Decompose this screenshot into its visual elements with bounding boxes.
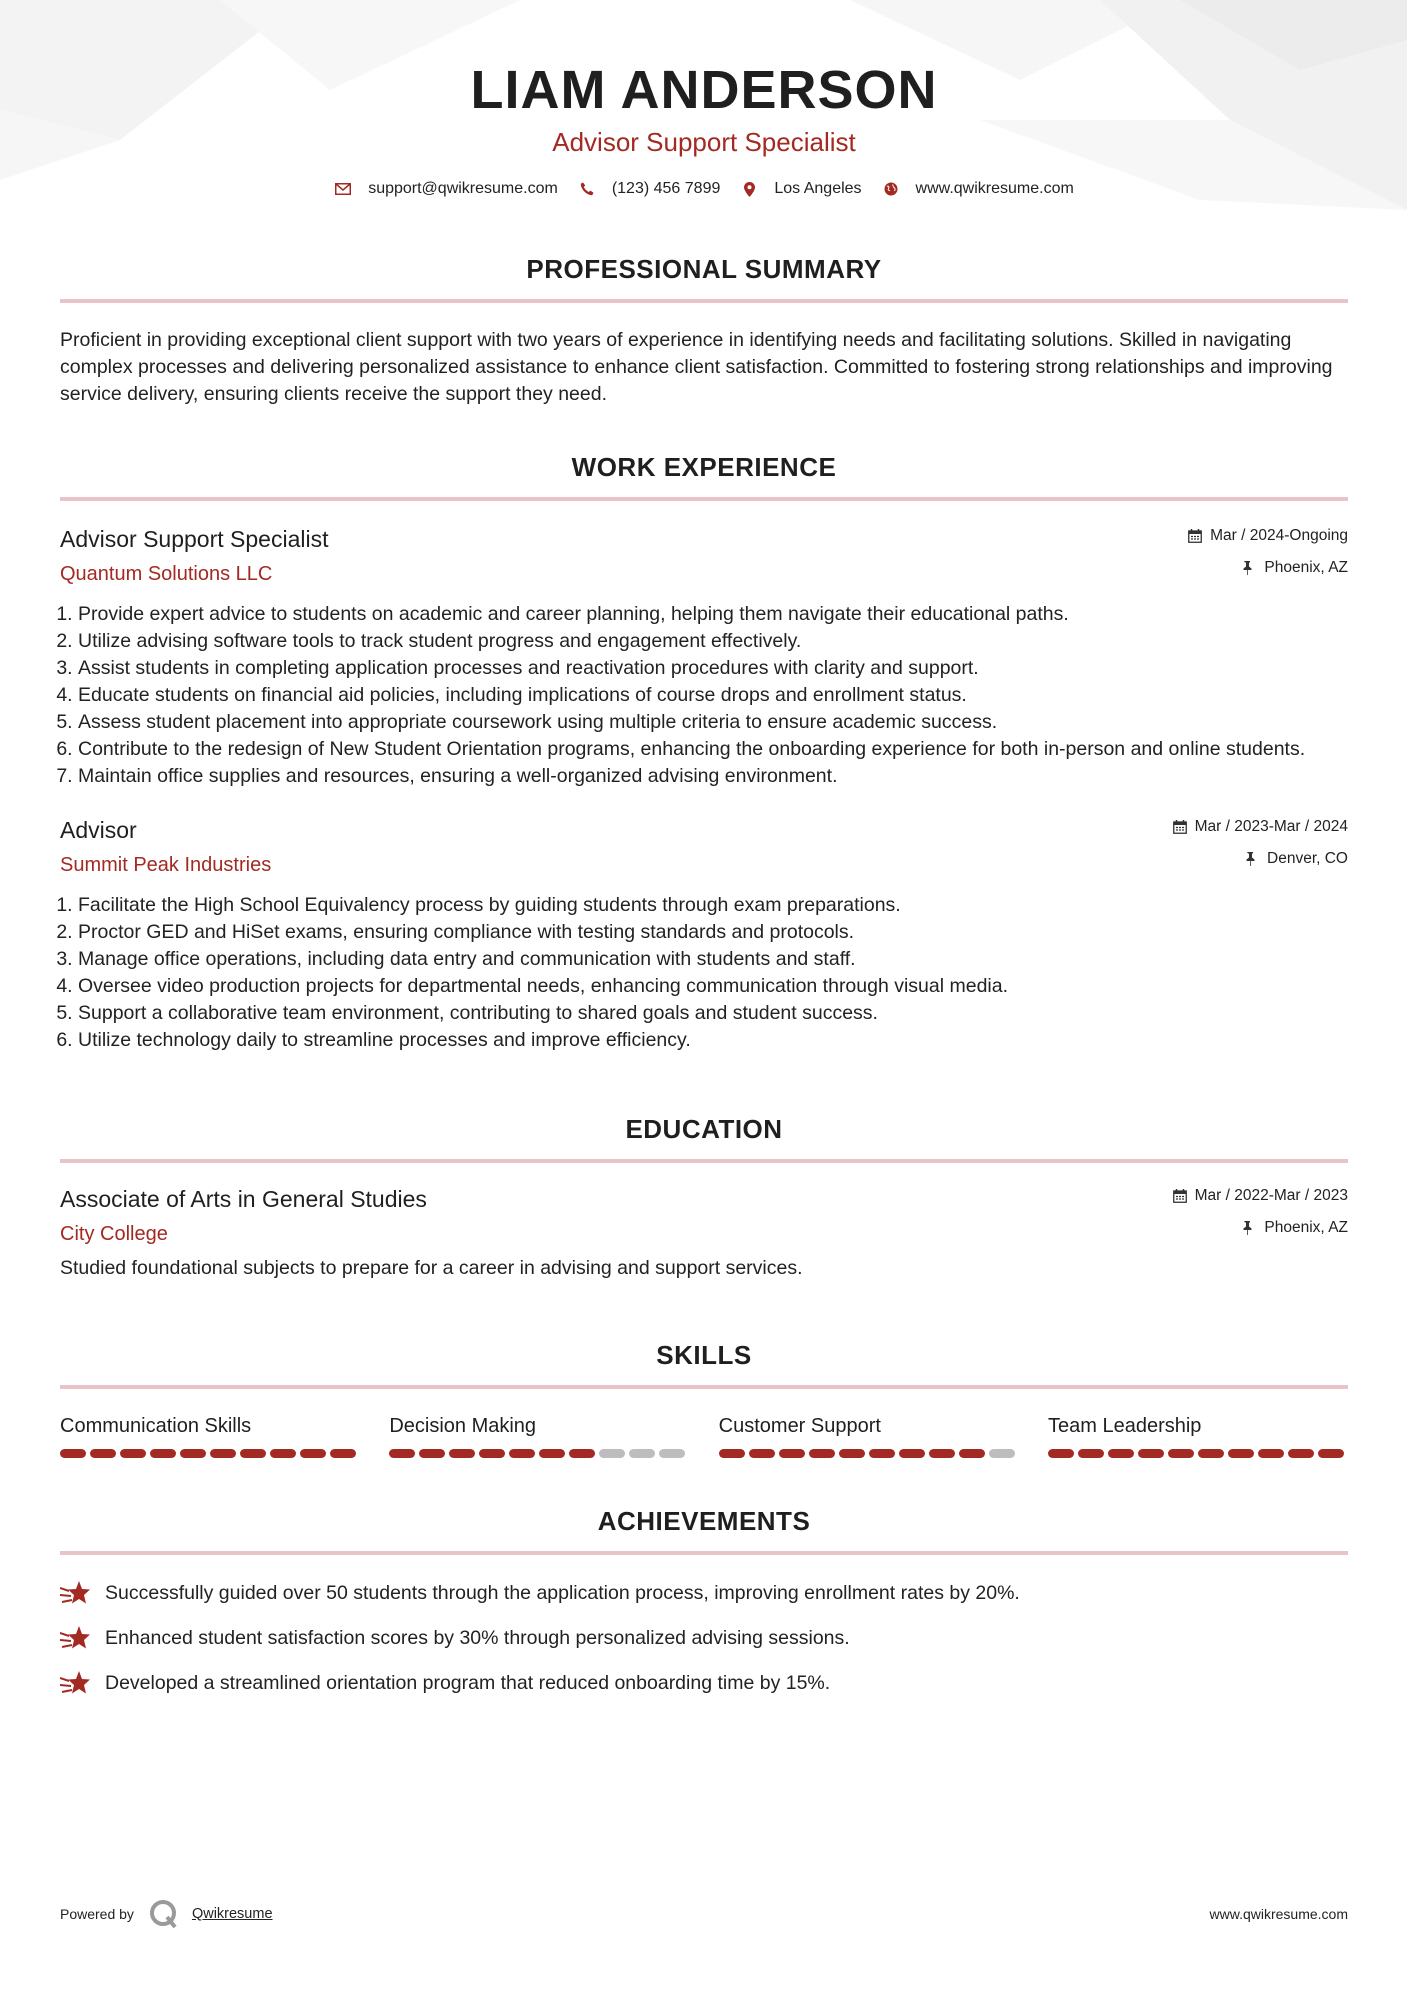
- skill-name: Customer Support: [718, 1415, 881, 1437]
- skill-segment-filled: [60, 1449, 86, 1458]
- skill-segment-filled: [959, 1449, 985, 1458]
- skill-segment-filled: [1198, 1449, 1224, 1458]
- section-divider: [60, 299, 1348, 303]
- section-divider: [60, 1385, 1348, 1389]
- skill-level-bar: [60, 1449, 360, 1458]
- job-company: Quantum Solutions LLC: [60, 563, 273, 585]
- contact-location-text: Los Angeles: [774, 180, 862, 197]
- skill-segment-filled: [1138, 1449, 1164, 1458]
- list-item: 4. Oversee video production projects for departmental needs, enhancing communication through visual media.: [78, 973, 1348, 1000]
- pushpin-icon: [1242, 1220, 1256, 1236]
- shooting-star-icon: [60, 1669, 92, 1697]
- list-item: 2. Proctor GED and HiSet exams, ensuring compliance with testing standards and protocols.: [78, 919, 1348, 946]
- experience-heading: WORK EXPERIENCE: [571, 452, 837, 482]
- skill-segment-filled: [569, 1449, 595, 1458]
- skill-level-bar: [389, 1449, 689, 1458]
- skill-name: Communication Skills: [60, 1415, 252, 1437]
- skill-segment-filled: [389, 1449, 415, 1458]
- list-item: 5. Assess student placement into appropriate coursework using multiple criteria to ensure academic success.: [78, 709, 1348, 736]
- skill-segment-empty: [659, 1449, 685, 1458]
- job-responsibilities: [60, 601, 1348, 790]
- experience-section: [60, 452, 1348, 1054]
- skill-segment-filled: [300, 1449, 326, 1458]
- achievement-text: Developed a streamlined orientation program that reduced onboarding time by 15%.: [105, 1671, 831, 1694]
- skill-segment-filled: [210, 1449, 236, 1458]
- education-location: Phoenix, AZ: [1264, 1219, 1348, 1236]
- achievement-item: [60, 1579, 1348, 1607]
- contact-bar: [60, 180, 1348, 198]
- pushpin-icon: [1245, 851, 1259, 867]
- skill-segment-filled: [749, 1449, 775, 1458]
- list-item: 1. Facilitate the High School Equivalency process by guiding students through exam preparations.: [78, 892, 1348, 919]
- summary-heading: PROFESSIONAL SUMMARY: [526, 254, 882, 284]
- skills-list: [60, 1413, 1348, 1458]
- phone-icon: [578, 180, 596, 198]
- skill-segment-filled: [90, 1449, 116, 1458]
- skill-item: [60, 1413, 360, 1458]
- contact-phone-text: (123) 456 7899: [611, 180, 721, 197]
- job-company: Summit Peak Industries: [60, 854, 272, 876]
- contact-phone[interactable]: [578, 180, 721, 198]
- skill-segment-filled: [839, 1449, 865, 1458]
- list-item: 5. Support a collaborative team environment, contributing to shared goals and student success.: [78, 1000, 1348, 1027]
- achievements-list: [60, 1579, 1348, 1697]
- job-location: Phoenix, AZ: [1264, 559, 1348, 576]
- list-item: 4. Educate students on financial aid policies, including implications of course drops and enrollment status.: [78, 682, 1348, 709]
- degree-title: Associate of Arts in General Studies: [60, 1186, 427, 1212]
- job-location: Denver, CO: [1267, 850, 1348, 867]
- skill-segment-filled: [1288, 1449, 1314, 1458]
- skill-segment-empty: [599, 1449, 625, 1458]
- pushpin-icon: [1242, 560, 1256, 576]
- skill-segment-filled: [1168, 1449, 1194, 1458]
- achievement-item: [60, 1624, 1348, 1652]
- job-title: Advisor Support Specialist: [60, 526, 329, 552]
- section-divider: [60, 1551, 1348, 1555]
- powered-by-label: Powered by: [60, 1906, 134, 1922]
- skill-name: Team Leadership: [1047, 1415, 1202, 1437]
- skill-name: Decision Making: [389, 1415, 537, 1437]
- section-divider: [60, 1159, 1348, 1163]
- qwikresume-logo-icon: [148, 1898, 180, 1930]
- contact-email[interactable]: [334, 180, 558, 198]
- skill-segment-filled: [120, 1449, 146, 1458]
- skill-segment-filled: [1048, 1449, 1074, 1458]
- skill-segment-filled: [539, 1449, 565, 1458]
- education-dates: Mar / 2022-Mar / 2023: [1194, 1187, 1348, 1204]
- achievement-item: [60, 1669, 1348, 1697]
- job-responsibilities: [60, 892, 1348, 1054]
- job-title: Advisor: [60, 817, 137, 843]
- location-pin-icon: [740, 180, 758, 198]
- envelope-icon: [334, 180, 352, 198]
- skill-level-bar: [719, 1449, 1019, 1458]
- education-heading: EDUCATION: [625, 1114, 783, 1144]
- job-dates: Mar / 2024-Ongoing: [1210, 527, 1348, 544]
- skill-segment-filled: [449, 1449, 475, 1458]
- skill-segment-filled: [899, 1449, 925, 1458]
- job-dates: Mar / 2023-Mar / 2024: [1194, 818, 1348, 835]
- calendar-icon: [1173, 1188, 1187, 1204]
- list-item: 6. Contribute to the redesign of New Student Orientation programs, enhancing the onboarding experience for both in-person and online students.: [78, 736, 1348, 763]
- list-item: 7. Maintain office supplies and resources, ensuring a well-organized advising environment.: [78, 763, 1348, 790]
- education-entry: [60, 1185, 1348, 1282]
- skills-heading: SKILLS: [656, 1340, 752, 1370]
- skill-segment-filled: [719, 1449, 745, 1458]
- section-divider: [60, 497, 1348, 501]
- skill-item: [1048, 1413, 1348, 1458]
- calendar-icon: [1188, 528, 1202, 544]
- job-entry: [60, 525, 1348, 790]
- contact-website-text: www.qwikresume.com: [915, 180, 1074, 197]
- resume-page: [60, 0, 1348, 1697]
- skill-segment-filled: [419, 1449, 445, 1458]
- resume-header: [60, 0, 1348, 198]
- skill-item: [719, 1413, 1019, 1458]
- skill-segment-filled: [1318, 1449, 1344, 1458]
- skill-item: [389, 1413, 689, 1458]
- contact-website[interactable]: [882, 180, 1074, 198]
- list-item: 3. Assist students in completing application processes and reactivation procedures with clarity and support.: [78, 655, 1348, 682]
- skill-segment-filled: [509, 1449, 535, 1458]
- skill-segment-filled: [929, 1449, 955, 1458]
- skill-segment-filled: [1258, 1449, 1284, 1458]
- skill-segment-filled: [180, 1449, 206, 1458]
- list-item: 6. Utilize technology daily to streamline processes and improve efficiency.: [78, 1027, 1348, 1054]
- education-section: [60, 1114, 1348, 1282]
- footer-url[interactable]: www.qwikresume.com: [1209, 1906, 1348, 1922]
- skills-section: [60, 1340, 1348, 1458]
- list-item: 1. Provide expert advice to students on academic and career planning, helping them navigate their educational paths.: [78, 601, 1348, 628]
- page-footer: [60, 1898, 1348, 1930]
- skill-segment-filled: [270, 1449, 296, 1458]
- skill-segment-filled: [330, 1449, 356, 1458]
- list-item: 2. Utilize advising software tools to track student progress and engagement effectively.: [78, 628, 1348, 655]
- summary-text: Proficient in providing exceptional client support with two years of experience in identifying needs and facilitating solutions. Skilled in navigating complex processes and delivering personalized assistance to enhance client satisfaction. Committed to fostering strong relationships and improving service delivery, ensuring clients receive the support they need.: [60, 329, 1333, 405]
- skill-segment-filled: [869, 1449, 895, 1458]
- shooting-star-icon: [60, 1579, 92, 1607]
- list-item: 3. Manage office operations, including data entry and communication with students and staff.: [78, 946, 1348, 973]
- achievements-section: [60, 1506, 1348, 1697]
- skill-level-bar: [1048, 1449, 1348, 1458]
- skill-segment-empty: [989, 1449, 1015, 1458]
- skill-segment-empty: [629, 1449, 655, 1458]
- qwikresume-link[interactable]: Qwikresume: [191, 1906, 273, 1922]
- contact-email-text: support@qwikresume.com: [368, 180, 558, 197]
- skill-segment-filled: [479, 1449, 505, 1458]
- skill-segment-filled: [779, 1449, 805, 1458]
- skill-segment-filled: [809, 1449, 835, 1458]
- skill-segment-filled: [1108, 1449, 1134, 1458]
- education-description: Studied foundational subjects to prepare for a career in advising and support services.: [60, 1257, 803, 1279]
- candidate-title: Advisor Support Specialist: [552, 127, 856, 157]
- summary-section: [60, 254, 1348, 408]
- skill-segment-filled: [1228, 1449, 1254, 1458]
- job-entry: [60, 816, 1348, 1054]
- school-name: City College: [60, 1223, 168, 1245]
- candidate-name: LIAM ANDERSON: [470, 60, 938, 120]
- achievements-heading: ACHIEVEMENTS: [597, 1506, 811, 1536]
- skill-segment-filled: [150, 1449, 176, 1458]
- skill-segment-filled: [1078, 1449, 1104, 1458]
- achievement-text: Successfully guided over 50 students through the application process, improving enrollment rates by 20%.: [105, 1581, 1020, 1604]
- skill-segment-filled: [240, 1449, 266, 1458]
- contact-location: [740, 180, 861, 198]
- globe-icon: [882, 180, 900, 198]
- shooting-star-icon: [60, 1624, 92, 1652]
- achievement-text: Enhanced student satisfaction scores by 30% through personalized advising sessions.: [105, 1626, 850, 1649]
- calendar-icon: [1173, 819, 1187, 835]
